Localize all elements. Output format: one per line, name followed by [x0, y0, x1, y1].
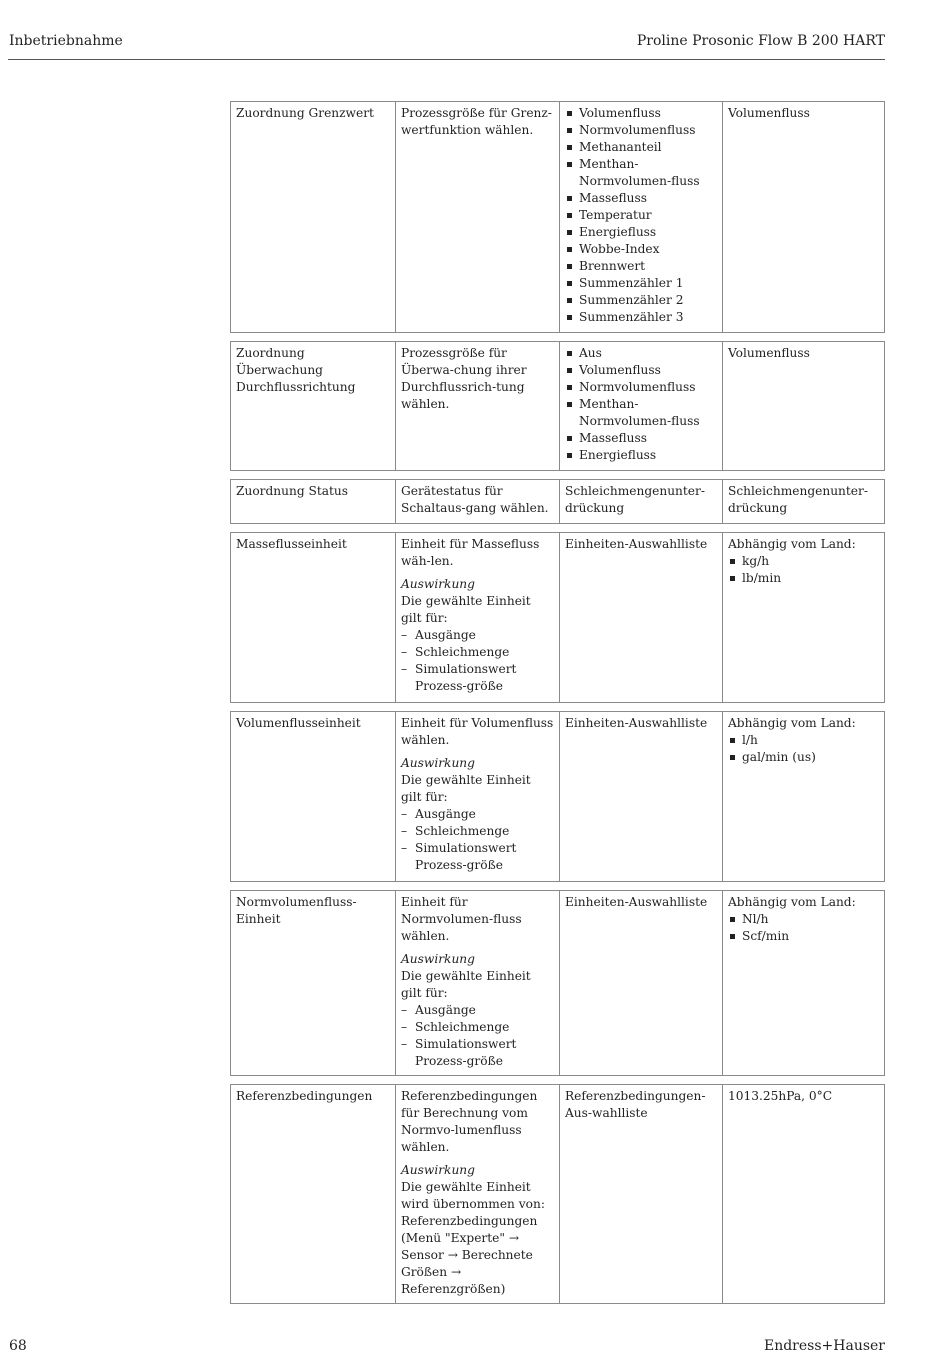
options-cell [559, 533, 722, 702]
options-cell [559, 102, 722, 332]
parameter-name: Normvolumenfluss-Einheit [236, 895, 357, 926]
description-cell [395, 342, 559, 470]
description-text: Prozessgröße für Überwa-chung ihrer Durchflussrich-tung wählen. [401, 346, 527, 411]
effect-heading: Auswirkung [401, 952, 475, 966]
parameter-name-cell [231, 1085, 395, 1303]
footer-brand: Endress+Hauser [763, 1338, 885, 1354]
effect-list-item: – Ausgänge [401, 627, 554, 644]
option-item: Normvolumenfluss [565, 379, 717, 396]
effect-text: Die gewählte Einheit gilt für: [401, 773, 531, 804]
effect-list-item: – Schleichmenge [401, 644, 554, 661]
parameter-row [230, 890, 885, 1076]
header-rule [8, 59, 885, 60]
option-item: Menthan-Normvolumen-fluss [565, 396, 717, 430]
option-item: Massefluss [565, 430, 717, 447]
options-text: Einheiten-Auswahlliste [565, 537, 708, 551]
effect-list-item: – Schleichmenge [401, 823, 554, 840]
options-text: Referenzbedingungen-Aus-wahlliste [565, 1089, 706, 1120]
option-item: Normvolumenfluss [565, 122, 717, 139]
default-cell [722, 533, 886, 702]
header-product-name: Proline Prosonic Flow B 200 HART [636, 33, 885, 49]
option-item: Methananteil [565, 139, 717, 156]
parameter-name: Referenzbedingungen [236, 1089, 373, 1103]
default-value: Volumenfluss [728, 106, 810, 120]
effect-heading: Auswirkung [401, 1163, 475, 1177]
description-cell [395, 102, 559, 332]
effect-text: Die gewählte Einheit gilt für: [401, 969, 531, 1000]
parameter-name-cell [231, 102, 395, 332]
options-text: Schleichmengenunter-drückung [565, 484, 705, 515]
effect-heading: Auswirkung [401, 756, 475, 770]
parameter-name-cell [231, 533, 395, 702]
option-item: Wobbe-Index [565, 241, 717, 258]
parameter-name: Zuordnung Überwachung Durchflussrichtung [236, 346, 356, 394]
parameter-name: Zuordnung Status [236, 484, 349, 498]
effect-text: Die gewählte Einheit wird übernommen von: Referenzbedingungen (Menü "Experte" → Sensor → Berechnete Größen → Referenzgrößen) [401, 1180, 545, 1296]
default-value: Schleichmengenunter-drückung [728, 484, 868, 515]
effect-text: Die gewählte Einheit gilt für: [401, 594, 531, 625]
default-item: Scf/min [728, 928, 881, 945]
description-text: Referenzbedingungen für Berechnung vom Normvo-lumenfluss wählen. [401, 1089, 538, 1154]
effect-list-item: – Simulationswert Prozess-größe [401, 661, 554, 695]
default-value: Volumenfluss [728, 346, 810, 360]
options-text: Einheiten-Auswahlliste [565, 895, 708, 909]
options-cell [559, 891, 722, 1075]
parameter-name-cell [231, 342, 395, 470]
effect-heading: Auswirkung [401, 577, 475, 591]
default-cell [722, 712, 886, 881]
default-cell [722, 891, 886, 1075]
default-list [728, 732, 881, 766]
effect-list [401, 1002, 554, 1070]
default-item: l/h [728, 732, 881, 749]
parameter-row [230, 532, 885, 703]
description-text: Einheit für Massefluss wäh-len. [401, 537, 540, 568]
options-list [565, 105, 717, 326]
option-item: Temperatur [565, 207, 717, 224]
page-number: 68 [9, 1338, 27, 1354]
default-item: gal/min (us) [728, 749, 881, 766]
parameter-name: Masseflusseinheit [236, 537, 347, 551]
default-item: kg/h [728, 553, 881, 570]
effect-list-item: – Simulationswert Prozess-größe [401, 840, 554, 874]
options-cell [559, 480, 722, 523]
default-intro: Abhängig vom Land: [728, 716, 856, 730]
option-item: Energiefluss [565, 224, 717, 241]
default-list [728, 911, 881, 945]
options-text: Einheiten-Auswahlliste [565, 716, 708, 730]
default-intro: Abhängig vom Land: [728, 895, 856, 909]
parameter-name: Zuordnung Grenzwert [236, 106, 374, 120]
effect-list [401, 627, 554, 695]
parameter-row [230, 711, 885, 882]
options-cell [559, 1085, 722, 1303]
description-text: Prozessgröße für Grenz-wertfunktion wählen. [401, 106, 552, 137]
options-cell [559, 342, 722, 470]
description-cell [395, 891, 559, 1075]
option-item: Brennwert [565, 258, 717, 275]
parameter-name-cell [231, 480, 395, 523]
options-cell [559, 712, 722, 881]
default-item: lb/min [728, 570, 881, 587]
options-list [565, 345, 717, 464]
option-item: Summenzähler 1 [565, 275, 717, 292]
parameter-row [230, 101, 885, 333]
option-item: Summenzähler 2 [565, 292, 717, 309]
description-cell [395, 1085, 559, 1303]
parameter-row [230, 341, 885, 471]
description-text: Einheit für Volumenfluss wählen. [401, 716, 554, 747]
parameter-row [230, 479, 885, 524]
description-cell [395, 480, 559, 523]
effect-list-item: – Ausgänge [401, 806, 554, 823]
effect-list [401, 806, 554, 874]
description-text: Einheit für Normvolumen-fluss wählen. [401, 895, 522, 943]
default-intro: Abhängig vom Land: [728, 537, 856, 551]
default-cell [722, 1085, 886, 1303]
effect-list-item: – Schleichmenge [401, 1019, 554, 1036]
description-cell [395, 533, 559, 702]
option-item: Aus [565, 345, 717, 362]
option-item: Volumenfluss [565, 362, 717, 379]
option-item: Summenzähler 3 [565, 309, 717, 326]
default-item: Nl/h [728, 911, 881, 928]
parameter-row [230, 1084, 885, 1304]
option-item: Energiefluss [565, 447, 717, 464]
effect-list-item: – Ausgänge [401, 1002, 554, 1019]
default-value: 1013.25hPa, 0°C [728, 1089, 833, 1103]
header-section-title: Inbetriebnahme [9, 33, 123, 49]
default-cell [722, 102, 886, 332]
default-list [728, 553, 881, 587]
option-item: Massefluss [565, 190, 717, 207]
default-cell [722, 480, 886, 523]
effect-list-item: – Simulationswert Prozess-größe [401, 1036, 554, 1070]
description-cell [395, 712, 559, 881]
parameter-name-cell [231, 891, 395, 1075]
parameter-name-cell [231, 712, 395, 881]
parameter-table [230, 101, 885, 1312]
option-item: Volumenfluss [565, 105, 717, 122]
default-cell [722, 342, 886, 470]
parameter-name: Volumenflusseinheit [236, 716, 361, 730]
option-item: Menthan-Normvolumen-fluss [565, 156, 717, 190]
description-text: Gerätestatus für Schaltaus-gang wählen. [401, 484, 549, 515]
